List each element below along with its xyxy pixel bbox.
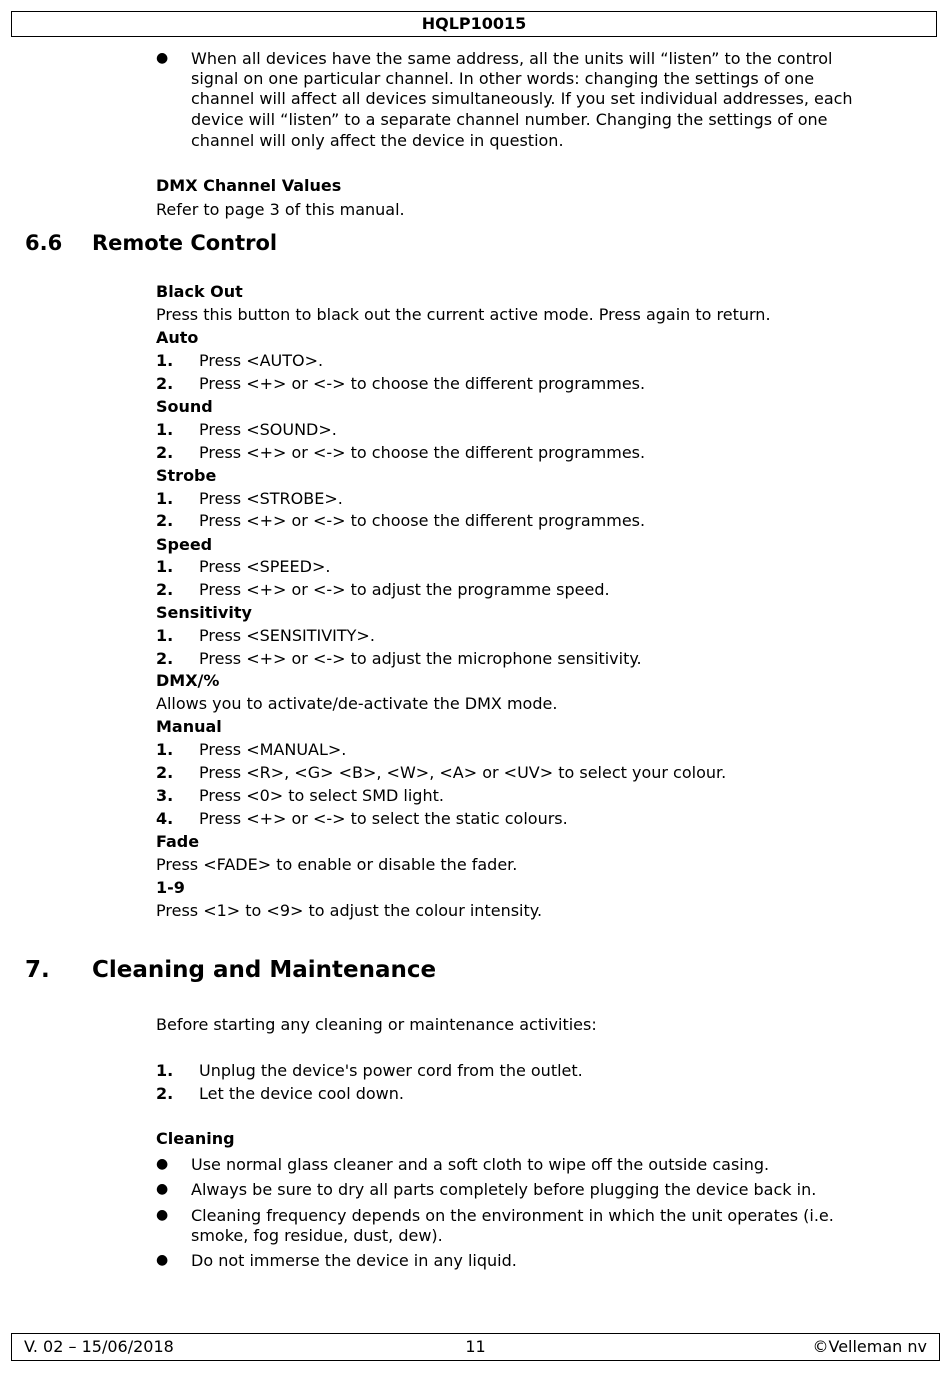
bullet-text: Use normal glass cleaner and a soft cloth to wipe off the outside casing. [191, 1155, 770, 1174]
step-text: Press <+> or <-> to choose the different programmes. [199, 511, 646, 530]
step-number: 2. [156, 580, 174, 599]
intro-line: channel will affect all devices simultaneously. If you set individual addresses, each [191, 89, 853, 108]
step-number: 2. [156, 649, 174, 668]
step-number: 1. [156, 420, 174, 439]
bullet-text: smoke, fog residue, dust, dew). [191, 1226, 443, 1245]
intro-line: signal on one particular channel. In other words: changing the settings of one [191, 69, 815, 88]
step-number: 2. [156, 511, 174, 530]
paragraph: Press <FADE> to enable or disable the fader. [156, 855, 518, 874]
step-number: 1. [156, 557, 174, 576]
paragraph: Press this button to black out the current active mode. Press again to return. [156, 305, 771, 324]
subheading: Black Out [156, 282, 243, 301]
step-text: Press <+> or <-> to adjust the programme speed. [199, 580, 610, 599]
subheading: Manual [156, 717, 222, 736]
step-number: 1. [156, 626, 174, 645]
step-text: Press <0> to select SMD light. [199, 786, 444, 805]
version-date: V. 02 – 15/06/2018 [24, 1337, 174, 1356]
bullet-icon: ● [156, 1252, 169, 1268]
bullet-icon: ● [156, 1207, 169, 1223]
intro-line: When all devices have the same address, all the units will “listen” to the control [191, 49, 833, 68]
step-text: Press <+> or <-> to choose the different programmes. [199, 443, 646, 462]
step-text: Press <MANUAL>. [199, 740, 347, 759]
step-text: Let the device cool down. [199, 1084, 404, 1103]
paragraph: Allows you to activate/de-activate the DMX mode. [156, 694, 558, 713]
step-number: 2. [156, 763, 174, 782]
step-number: 1. [156, 1061, 174, 1080]
step-text: Press <SOUND>. [199, 420, 337, 439]
step-number: 1. [156, 740, 174, 759]
paragraph: Before starting any cleaning or maintenance activities: [156, 1015, 597, 1034]
step-number: 3. [156, 786, 174, 805]
subheading: Sensitivity [156, 603, 252, 622]
subheading: Strobe [156, 466, 217, 485]
page-header [11, 11, 937, 37]
paragraph: Press <1> to <9> to adjust the colour intensity. [156, 901, 543, 920]
step-text: Press <R>, <G> <B>, <W>, <A> or <UV> to select your colour. [199, 763, 727, 782]
step-text: Press <SPEED>. [199, 557, 331, 576]
dmx-values-title: DMX Channel Values [156, 176, 342, 195]
subheading: Speed [156, 535, 213, 554]
step-text: Press <+> or <-> to select the static colours. [199, 809, 568, 828]
step-number: 4. [156, 809, 174, 828]
bullet-text: Do not immerse the device in any liquid. [191, 1251, 517, 1270]
bullet-icon: ● [156, 50, 169, 66]
step-text: Press <+> or <-> to choose the different programmes. [199, 374, 646, 393]
section-number: 6.6 [25, 231, 63, 255]
subheading: DMX/% [156, 671, 220, 690]
step-text: Press <AUTO>. [199, 351, 324, 370]
bullet-icon: ● [156, 1181, 169, 1197]
dmx-values-text: Refer to page 3 of this manual. [156, 200, 405, 219]
step-number: 2. [156, 1084, 174, 1103]
step-text: Press <SENSITIVITY>. [199, 626, 375, 645]
subheading: Auto [156, 328, 199, 347]
intro-line: device will “listen” to a separate channel number. Changing the settings of one [191, 110, 828, 129]
bullet-icon: ● [156, 1156, 169, 1172]
page-number: 11 [465, 1337, 486, 1356]
intro-line: channel will only affect the device in question. [191, 131, 564, 150]
step-text: Press <+> or <-> to adjust the microphone sensitivity. [199, 649, 642, 668]
copyright: ©Velleman nv [812, 1337, 927, 1356]
step-number: 2. [156, 374, 174, 393]
step-text: Press <STROBE>. [199, 489, 343, 508]
section-title: Remote Control [92, 231, 278, 255]
step-text: Unplug the device's power cord from the outlet. [199, 1061, 583, 1080]
bullet-text: Cleaning frequency depends on the environment in which the unit operates (i.e. [191, 1206, 834, 1225]
subheading: 1-9 [156, 878, 185, 897]
bullet-text: Always be sure to dry all parts completely before plugging the device back in. [191, 1180, 817, 1199]
subheading: Fade [156, 832, 200, 851]
step-number: 1. [156, 489, 174, 508]
step-number: 1. [156, 351, 174, 370]
step-number: 2. [156, 443, 174, 462]
chapter-title: Cleaning and Maintenance [92, 957, 437, 983]
subheading: Cleaning [156, 1129, 235, 1148]
subheading: Sound [156, 397, 213, 416]
chapter-number: 7. [25, 957, 50, 983]
document-code: HQLP10015 [421, 14, 527, 33]
page-footer [11, 1333, 940, 1361]
